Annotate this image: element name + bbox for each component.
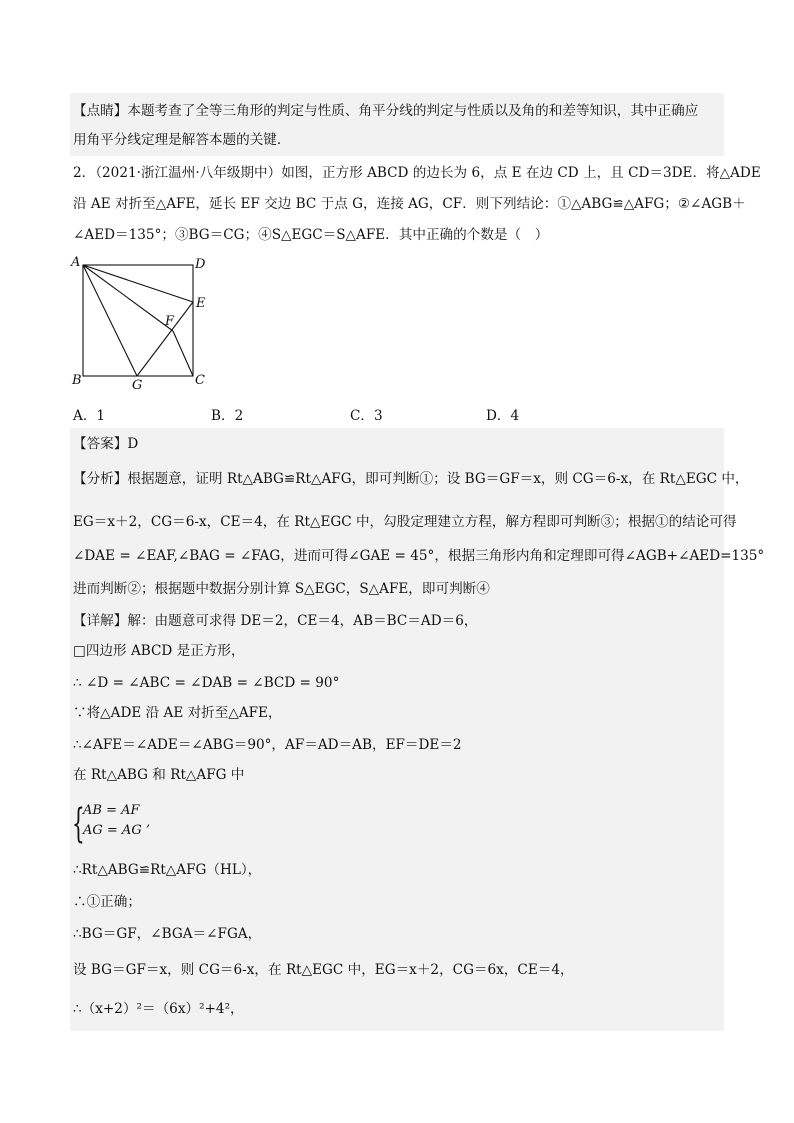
- square-figure: [66, 250, 226, 395]
- label-a: A: [71, 255, 81, 270]
- analysis-line-2: EG＝x＋2，CG＝6-x，CE＝4，在 Rt△EGC 中，勾股定理建立方程，解方程即可判断③；根据①的结论可得: [73, 514, 737, 530]
- option-a: A．1: [73, 408, 106, 424]
- label-e: E: [196, 296, 206, 311]
- detail-line-5: ∴∠AFE＝∠ADE＝∠ABG＝90°，AF＝AD＝AB，EF＝DE＝2: [73, 737, 462, 753]
- option-c: C．3: [350, 408, 383, 424]
- system-brace: {: [72, 801, 85, 847]
- option-b: B．2: [211, 408, 244, 424]
- label-g: G: [132, 378, 143, 393]
- segment-ae: [83, 265, 193, 302]
- answer-line: 【答案】D: [73, 436, 139, 452]
- label-d: D: [195, 257, 206, 272]
- question-line-3: ∠AED＝135°；③BG＝CG；④S△EGC＝S△AFE．其中正确的个数是（ ）: [73, 227, 549, 243]
- option-d: D．4: [486, 408, 520, 424]
- segment-af: [83, 265, 173, 331]
- question-line-2: 沿 AE 对折至△AFE，延长 EF 交边 BC 于点 G，连接 AG，CF．则下列结论：①△ABG≌△AFG；②∠AGB＋: [73, 196, 746, 212]
- segment-ag: [83, 265, 137, 376]
- system-eq-1: AB = AF: [83, 803, 140, 818]
- detail-line-10: 设 BG＝GF＝x，则 CG＝6-x，在 Rt△EGC 中，EG＝x＋2，CG＝6x，CE＝4，: [73, 962, 574, 978]
- detail-line-4: ∵将△ADE 沿 AE 对折至△AFE，: [73, 705, 282, 721]
- detail-line-7: ∴Rt△ABG≌Rt△AFG（HL），: [73, 862, 262, 878]
- question-line-1: 2．（2021·浙江温州·八年级期中）如图，正方形 ABCD 的边长为 6，点 E 在边 CD 上，且 CD＝3DE．将△ADE: [73, 165, 761, 181]
- detail-line-6: 在 Rt△ABG 和 Rt△AFG 中: [73, 767, 245, 783]
- analysis-line-4: 进而判断②；根据题中数据分别计算 S△EGC，S△AFE，即可判断④: [73, 581, 490, 597]
- detail-line-3: ∴ ∠D = ∠ABC = ∠DAB = ∠BCD = 90°: [73, 675, 340, 691]
- detail-line-11: ∴（x+2）²＝（6x）²+4²，: [73, 1001, 244, 1017]
- analysis-line-3: ∠DAE = ∠EAF,∠BAG = ∠FAG，进而可得∠GAE = 45°，根据三角形内角和定理即可得∠AGB+∠AED=135°: [73, 548, 765, 564]
- detail-line-9: ∴BG＝GF，∠BGA＝∠FGA，: [73, 926, 262, 942]
- dianjing-line-2: 用角平分线定理是解答本题的关键．: [73, 132, 291, 148]
- detail-line-8: ∴①正确；: [73, 894, 141, 910]
- label-f: F: [165, 314, 175, 329]
- system-eq-2: AG = AG ’: [83, 823, 150, 838]
- analysis-line-1: 【分析】根据题意，证明 Rt△ABG≌Rt△AFG，即可判断①；设 BG＝GF＝x，则 CG＝6-x，在 Rt△EGC 中，: [73, 471, 749, 487]
- dianjing-line-1: 【点睛】本题考查了全等三角形的判定与性质、角平分线的判定与性质以及角的和差等知识，其中正确应: [73, 103, 699, 119]
- segment-fc: [173, 331, 193, 376]
- square-abcd: [83, 265, 193, 376]
- detail-line-2: □四边形 ABCD 是正方形，: [73, 643, 245, 659]
- label-b: B: [72, 373, 82, 388]
- label-c: C: [195, 373, 205, 388]
- detail-line-1: 【详解】解：由题意可求得 DE＝2，CE＝4，AB＝BC＝AD＝6，: [73, 613, 478, 629]
